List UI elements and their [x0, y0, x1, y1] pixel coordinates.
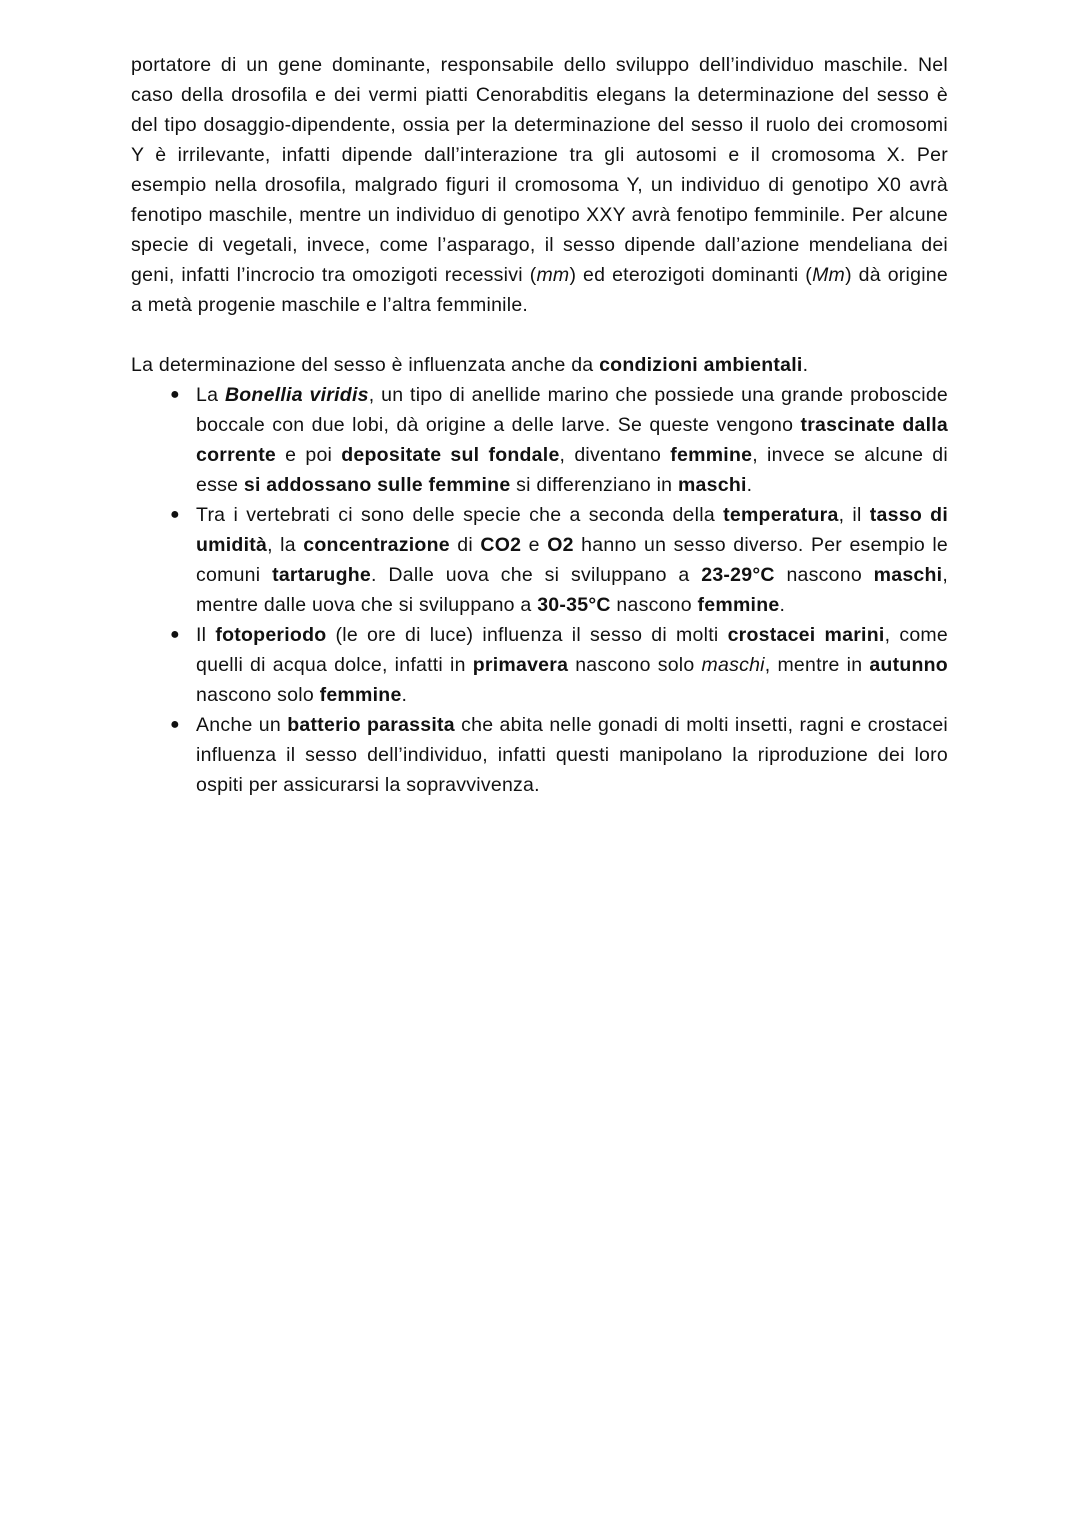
bold-text: 23-29°C — [701, 564, 775, 586]
bold-text: maschi — [677, 474, 747, 496]
text-run: Anche un — [196, 714, 288, 736]
italic-text: mm — [536, 264, 570, 286]
bold-text: depositate sul fondale — [341, 444, 560, 466]
italic-text: maschi — [701, 654, 765, 676]
paragraph-environmental-conditions — [131, 350, 948, 380]
bold-text: fotoperiodo — [215, 624, 327, 646]
bullet-icon: ● — [170, 386, 180, 403]
text-run: , la — [267, 534, 304, 556]
paragraph-sex-determination — [131, 50, 948, 320]
text-run: (le ore di luce) influenza il sesso di molti — [326, 624, 728, 646]
text-run: ) dà origine a metà progenie maschile e l’altra femminile. — [131, 264, 948, 316]
text-run: , come quelli di acqua dolce, infatti in — [196, 624, 948, 676]
environmental-factors-list — [131, 380, 948, 800]
bold-text: tartarughe — [272, 564, 372, 586]
bullet-icon: ● — [170, 626, 180, 643]
text-run: ) ed eterozigoti dominanti ( — [569, 264, 813, 286]
text-run: portatore di un gene dominante, responsabile dello sviluppo dell’individuo maschile. Nel caso della drosofila e dei vermi piatti Cenorabditis elegans la determinazione del sesso è del tipo dosaggio-dipendente, ossia per la determinazione del sesso il ruolo dei cromosomi Y è irrilevante, infatti dipende dall’interazione tra gli autosomi e il cromosoma X. Per esempio nella drosofila, malgrado figuri il cromosoma Y, un individuo di genotipo X0 avrà fenotipo maschile, mentre un individuo di genotipo XXY avrà fenotipo femminile. Per alcune specie di vegetali, invece, come l’asparago, il sesso dipende dall’azione mendeliana dei geni, infatti l’incrocio tra omozigoti recessivi ( — [131, 54, 948, 286]
bold-text: trascinate dalla corrente — [196, 414, 949, 466]
text-run: , il — [838, 504, 870, 526]
bold-text: concentrazione — [303, 534, 450, 556]
italic-text: Mm — [812, 264, 846, 286]
bullet-icon: ● — [170, 716, 180, 733]
list-item — [170, 380, 949, 500]
bold-text: condizioni ambientali — [599, 354, 803, 376]
text-run: , diventano — [559, 444, 671, 466]
text-run: nascono — [774, 564, 874, 586]
text-run: si differenziano in — [510, 474, 678, 496]
text-run: di — [449, 534, 481, 556]
bold-text: crostacei marini — [727, 624, 885, 646]
text-run: . — [802, 354, 809, 376]
text-run: hanno un sesso diverso. Per esempio le comuni — [196, 534, 949, 586]
bold-text: Bonellia viridis — [224, 384, 369, 406]
bold-text: CO2 — [480, 534, 522, 556]
bold-text: si addossano sulle femmine — [243, 474, 511, 496]
text-run: , mentre in — [764, 654, 870, 676]
list-item — [170, 500, 949, 620]
document-page — [131, 50, 948, 800]
text-run: , mentre dalle uova che si sviluppano a — [196, 564, 949, 616]
bold-text: femmine — [670, 444, 753, 466]
text-run: . — [746, 474, 753, 496]
bold-text: tasso di umidità — [196, 504, 949, 556]
text-run: che abita nelle gonadi di molti insetti, ragni e crostacei influenza il sesso dell’individuo, infatti questi manipolano la riproduzione dei loro ospiti per assicurarsi la sopravvivenza. — [196, 714, 948, 796]
bold-text: femmine — [697, 594, 780, 616]
text-run: , un tipo di anellide marino che possiede una grande proboscide boccale con due lobi, dà origine a delle larve. Se queste vengono — [196, 384, 949, 436]
bold-text: autunno — [869, 654, 948, 676]
text-run: La determinazione del sesso è influenzata anche da — [131, 354, 600, 376]
bullet-icon: ● — [170, 506, 180, 523]
text-run: nascono solo — [568, 654, 702, 676]
text-run: e poi — [276, 444, 342, 466]
bold-text: temperatura — [723, 504, 839, 526]
text-run: e — [521, 534, 548, 556]
text-run: nascono — [610, 594, 698, 616]
text-run: . Dalle uova che si sviluppano a — [371, 564, 702, 586]
bold-text: 30-35°C — [537, 594, 611, 616]
list-item — [170, 710, 948, 800]
paragraph-spacer — [131, 320, 948, 350]
bold-text: O2 — [547, 534, 574, 556]
bold-text: maschi — [873, 564, 943, 586]
bold-text: batterio parassita — [287, 714, 455, 736]
text-run: nascono solo — [196, 684, 320, 706]
text-run: . — [779, 594, 786, 616]
text-run: . — [401, 684, 408, 706]
bold-text: femmine — [319, 684, 402, 706]
text-run: Il — [196, 624, 216, 646]
text-run: Tra i vertebrati ci sono delle specie che a seconda della — [196, 504, 724, 526]
bold-text: primavera — [472, 654, 569, 676]
text-run: , invece se alcune di esse — [196, 444, 948, 496]
list-item — [170, 620, 948, 710]
text-run: La — [196, 384, 225, 406]
